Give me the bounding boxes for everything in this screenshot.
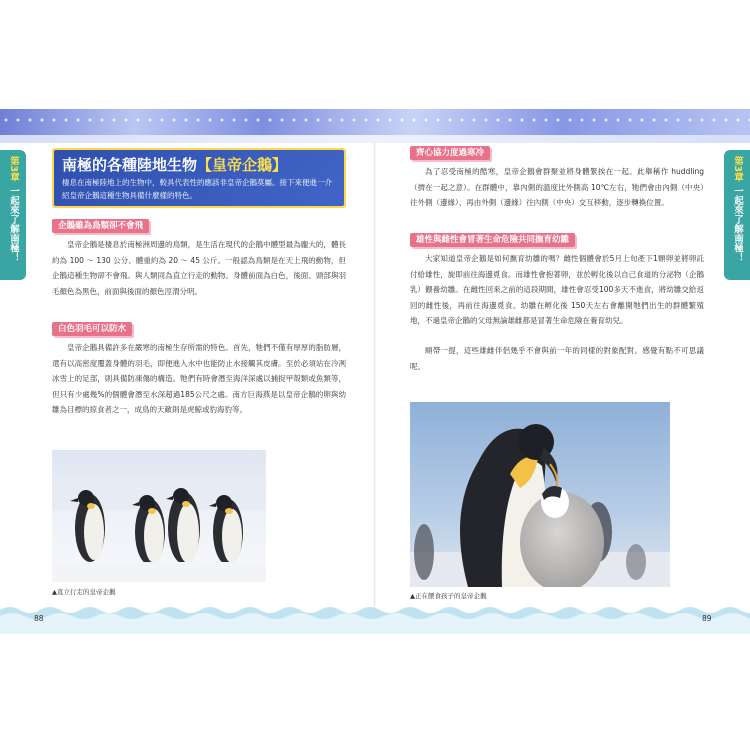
- section-body: 皇帝企鵝是棲息於南極洲周邊的鳥類，是生活在現代的企鵝中體型最為龐大的，體長約為 100 ～ 130 公分、體重約為 20 ～ 45 公斤。一般認為鳥類是在天上飛的動物，但企鵝這種生物卻不會飛。與人類同為直立行走的動物。身體前面為白色，後面、頭部與羽毛顏色為黑色，前面與後面的顏色涇渭分明。: [52, 240, 346, 296]
- section-heading: 企鵝雖為鳥類卻不會飛: [52, 219, 149, 233]
- article-intro: 棲息在南極陸地上的生物中，較具代表性的應該非皇帝企鵝莫屬。接下來便進一介紹皇帝企鵝這種生物具備什麼樣的特色。: [62, 178, 332, 200]
- chapter-title: 一起來了解南極！: [732, 185, 743, 262]
- section-body: 為了忍受南極的酷寒，皇帝企鵝會群聚並將身體緊挨在一起。此舉稱作 huddling（擠在一起之意）。在群體中，靠內側的溫度比外側高 10℃左右，牠們會由內側（中央）往外側（邊緣）、再由外側（邊緣）往內側（中央）交互移動，逐步轉換位置。: [410, 167, 704, 207]
- section-body: 皇帝企鵝具備許多在嚴寒的南極生存所需的特色。首先，牠們不僅有厚厚的脂肪層，還有以高密度覆蓋身體的羽毛，即便進入水中也能防止水接觸其皮膚。至於必須站在冷冽冰雪上的足部，則具備防凍傷的構造。牠們有時會潛至海洋深處以捕捉甲殼類或魚類等，但只有少處幾%的個體會潛至水深超過185公尺之處。南方巨海燕是以皇帝企鵝的卵與幼雛為目標的掠食者之一，成鳥的天敵則是虎鯨或豹海豹等。: [52, 343, 346, 414]
- page-number-left: 88: [34, 614, 44, 623]
- book-gutter: [374, 139, 376, 609]
- chapter-title: 一起來了解南極！: [8, 185, 19, 262]
- section-heading: 雄性與雌性會冒著生命危險共同撫育幼雛: [410, 233, 575, 247]
- page-title: [62, 154, 287, 175]
- emperor-penguin-feeding-chick-photo: [410, 402, 670, 587]
- section-body-continued: 順帶一提，這些雄雌伴侶幾乎不會與前一年的同樣的對象配對。感覺有點不可思議呢。: [410, 346, 704, 371]
- chapter-label: 第3章: [732, 156, 743, 182]
- emperor-penguins-walking-photo: [52, 450, 266, 582]
- photo-caption: ▲直立行走的皇帝企鵝: [52, 588, 116, 596]
- chapter-label: 第3章: [8, 156, 19, 182]
- photo-caption: ▲正在餵食孩子的皇帝企鵝: [410, 592, 487, 600]
- decorative-dots: [0, 115, 750, 123]
- section-heading: 白色羽毛可以防水: [52, 322, 132, 336]
- title-highlight: 【皇帝企鵝】: [197, 156, 288, 174]
- section-heading: 齊心協力度過寒冷: [410, 146, 490, 160]
- chapter-tab-left: [0, 150, 26, 280]
- article-title-box: [52, 148, 346, 208]
- page-number-right: 89: [702, 614, 712, 623]
- decorative-ice-wave: [0, 604, 750, 634]
- section-body: 大家知道皇帝企鵝是如何撫育幼雛的嗎？雌性個體會於5月上旬產下1顆卵並將卵託付給雄性，旋即前往海邊覓食。而雄性會抱著卵，並於孵化後以自己食道的分泌物（企鵝乳）餵養幼雛。在雌性回來之前的這段期間，雄性會忍受100多天不進食，將幼雛交給返回的雌性後，再前往海邊覓食。幼雛在孵化後 150天左右會離開牠們出生的群體繁殖地，不過皇帝企鵝的父母無論雄雌都是冒著生命危險在養育幼兒。: [410, 254, 704, 325]
- title-prefix: 南極的各種陸地生物: [62, 156, 198, 174]
- chapter-tab-right: [724, 150, 750, 280]
